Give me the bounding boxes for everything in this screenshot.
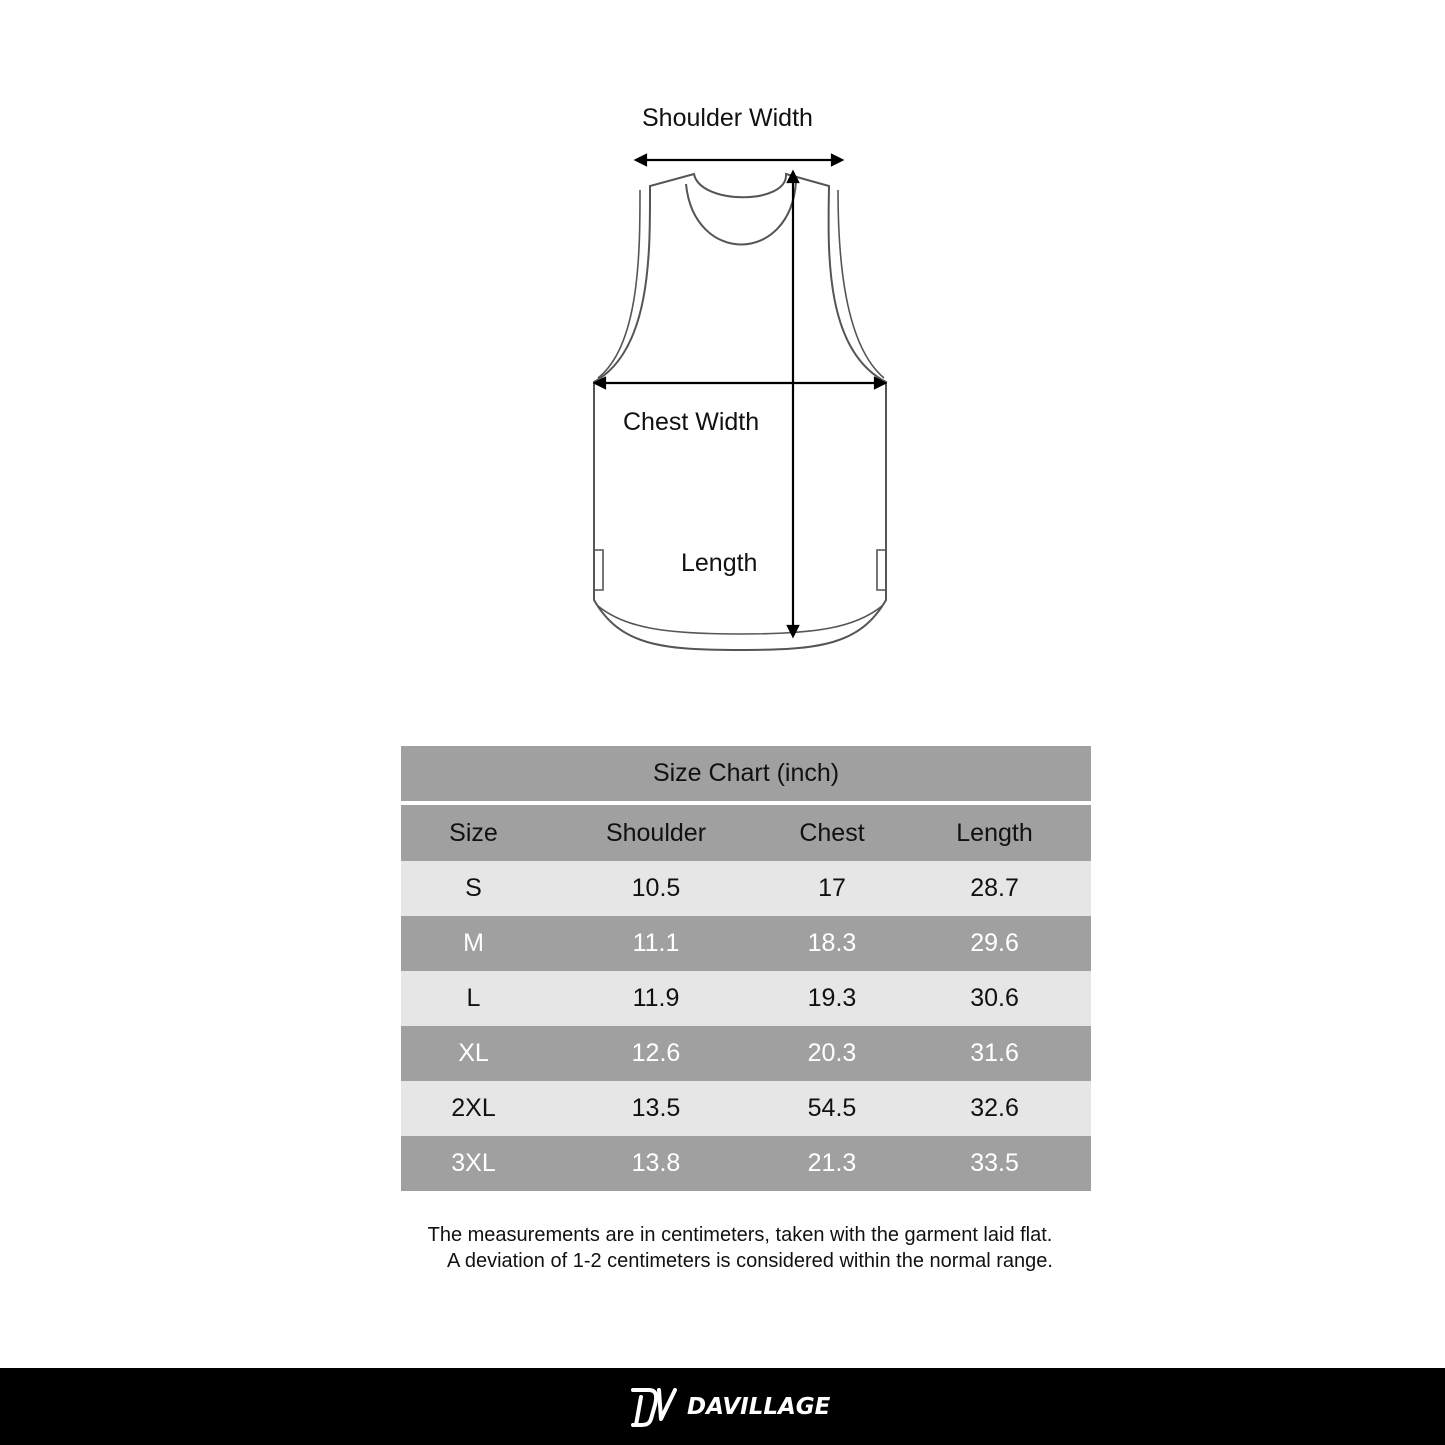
- note-line-2: A deviation of 1-2 centimeters is considered within the normal range.: [447, 1250, 1053, 1272]
- cell-length: 33.5: [898, 1136, 1091, 1191]
- table-row: [401, 861, 1091, 916]
- hem-line: [598, 606, 882, 634]
- note-line-1: The measurements are in centimeters, taken with the garment laid flat.: [427, 1224, 1053, 1246]
- table-row: [401, 971, 1091, 1026]
- shoulder-width-label: Shoulder Width: [642, 104, 813, 132]
- table-row: [401, 916, 1091, 971]
- header-length: Length: [898, 803, 1091, 861]
- cell-length: 28.7: [898, 861, 1091, 916]
- cell-length: 32.6: [898, 1081, 1091, 1136]
- shoulder-arrowhead-right: [832, 155, 842, 165]
- cell-chest: 18.3: [766, 916, 898, 971]
- cell-chest: 17: [766, 861, 898, 916]
- cell-shoulder: 13.8: [546, 1136, 766, 1191]
- cell-length: 29.6: [898, 916, 1091, 971]
- brand-name: DAVILLAGE: [687, 1394, 831, 1420]
- brand-logo: [629, 1385, 830, 1429]
- header-size: Size: [401, 803, 546, 861]
- length-label: Length: [681, 549, 758, 577]
- cell-size: L: [401, 971, 546, 1026]
- cell-chest: 21.3: [766, 1136, 898, 1191]
- cell-size: XL: [401, 1026, 546, 1081]
- table-row: [401, 1026, 1091, 1081]
- cell-shoulder: 11.9: [546, 971, 766, 1026]
- cell-chest: 54.5: [766, 1081, 898, 1136]
- cell-shoulder: 10.5: [546, 861, 766, 916]
- chest-arrowhead-right: [875, 378, 885, 388]
- cell-length: 31.6: [898, 1026, 1091, 1081]
- cell-chest: 19.3: [766, 971, 898, 1026]
- cell-length: 30.6: [898, 971, 1091, 1026]
- header-chest: Chest: [766, 803, 898, 861]
- table-title: Size Chart (inch): [401, 746, 1091, 803]
- armhole-left: [598, 190, 640, 378]
- cell-shoulder: 11.1: [546, 916, 766, 971]
- slit-left: [594, 550, 603, 590]
- neckline-inner: [686, 182, 796, 245]
- cell-size: M: [401, 916, 546, 971]
- length-arrowhead-top: [788, 172, 798, 182]
- slit-right: [877, 550, 886, 590]
- cell-shoulder: 12.6: [546, 1026, 766, 1081]
- armhole-right: [838, 190, 884, 378]
- cell-size: S: [401, 861, 546, 916]
- footer-bar: [0, 1368, 1445, 1445]
- measurement-note: [380, 1222, 1100, 1274]
- cell-size: 2XL: [401, 1081, 546, 1136]
- size-chart-table: [401, 746, 1091, 1191]
- table-row: [401, 1136, 1091, 1191]
- shoulder-arrowhead-left: [636, 155, 646, 165]
- dv-monogram-icon: [629, 1385, 681, 1429]
- cell-shoulder: 13.5: [546, 1081, 766, 1136]
- cell-size: 3XL: [401, 1136, 546, 1191]
- header-shoulder: Shoulder: [546, 803, 766, 861]
- cell-chest: 20.3: [766, 1026, 898, 1081]
- chest-width-label: Chest Width: [623, 408, 760, 436]
- length-arrowhead-bottom: [788, 626, 798, 636]
- table-title-row: [401, 746, 1091, 803]
- table-header-row: [401, 803, 1091, 861]
- table-row: [401, 1081, 1091, 1136]
